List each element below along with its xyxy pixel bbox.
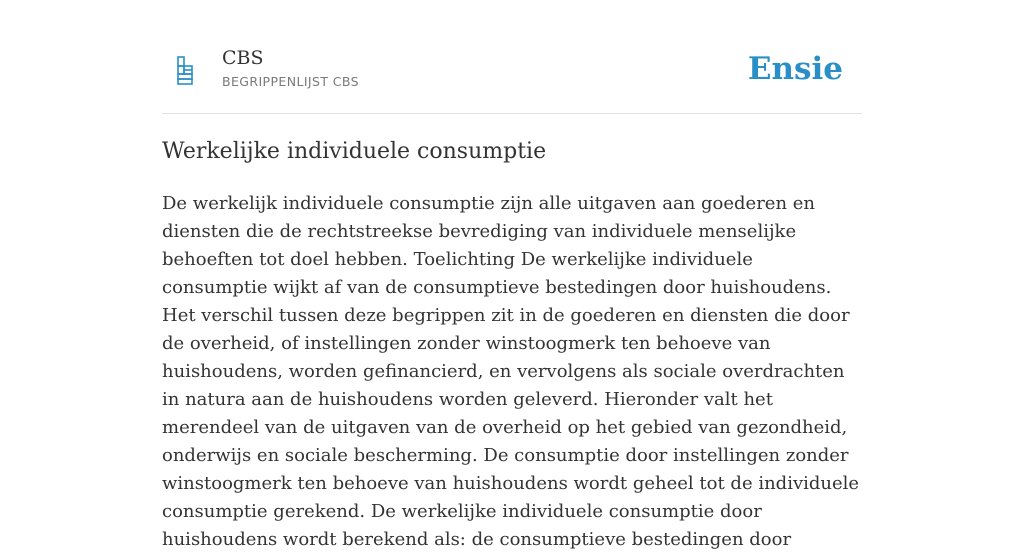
org-name: CBS (222, 47, 264, 69)
card-header (162, 0, 862, 114)
term-definition: De werkelijk individuele consumptie zijn alle uitgaven aan goederen en diensten die de rechtstreekse bevrediging van individuele menselijke behoeften tot doel hebben. Toelichting De werkelijke individuele consumptie wijkt af van de consumptieve bestedingen door huishoudens. Het verschil tussen deze begrippen zit in de goederen en diensten die door de overheid, of instellingen zonder winstoogmerk ten behoeve van huishoudens, worden gefinancierd, en vervolgens als sociale overdrachten in natura aan de huishoudens worden geleverd. Hieronder valt het merendeel van de uitgaven van de overheid op het gebied van gezondheid, onderwijs en sociale bescherming. De consumptie door instellingen zonder winstoogmerk ten behoeve van huishoudens wordt geheel tot de individuele consumptie gerekend. De werkelijke individuele consumptie door huishoudens wordt berekend als: de consumptieve bestedingen door (162, 193, 860, 550)
term-title: Werkelijke individuele consumptie (162, 139, 547, 164)
org-subtitle: BEGRIPPENLIJST CBS (222, 74, 359, 89)
ensie-logo-link[interactable]: Ensie (747, 51, 843, 87)
definition-card (162, 0, 862, 550)
cbs-logo-icon (174, 55, 198, 87)
